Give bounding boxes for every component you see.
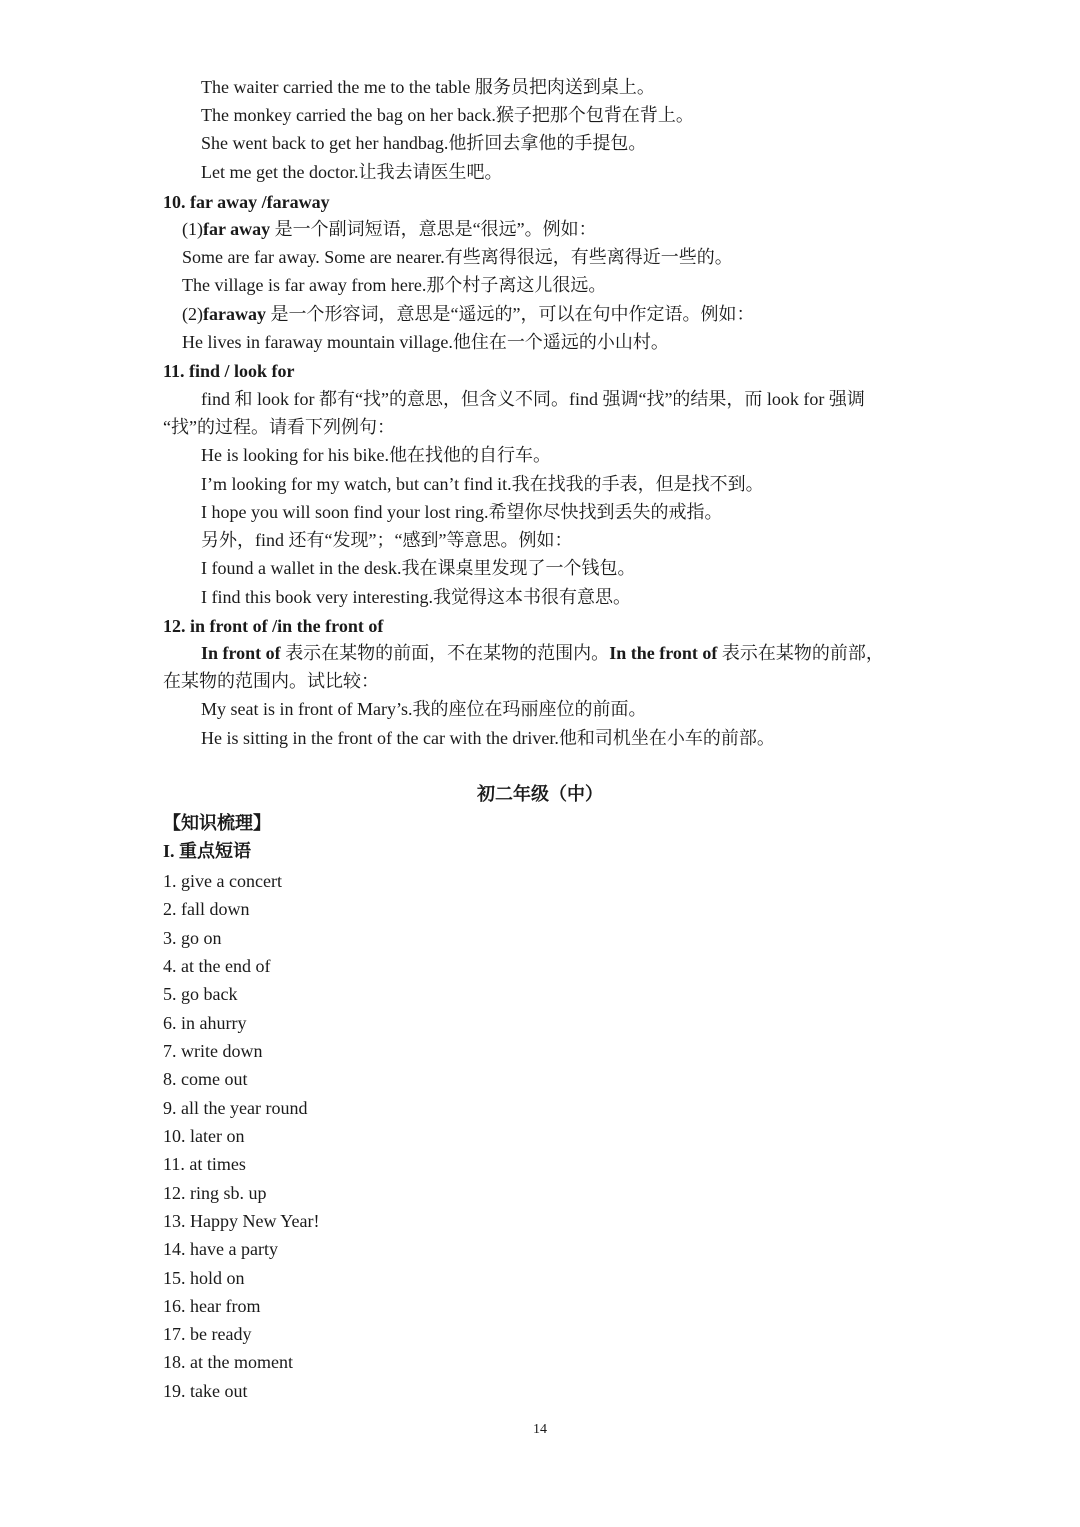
explanation-line (182, 302, 754, 326)
phrase-item: 10. later on (163, 1126, 245, 1146)
example-line: The waiter carried the me to the table 服务员把肉送到桌上。 (201, 77, 655, 97)
example-line: He lives in faraway mountain village.他住在一个遥远的小山村。 (182, 332, 669, 352)
explanation-line: find 和 look for 都有“找”的意思，但含义不同。find 强调“找”的结果，而 look for 强调 (201, 389, 865, 409)
section-heading: 12. in front of /in the front of (163, 616, 384, 636)
item-number: (1) (182, 219, 203, 239)
phrase-item: 17. be ready (163, 1324, 252, 1344)
example-line: I’m looking for my watch, but can’t find it.我在找我的手表，但是找不到。 (201, 474, 764, 494)
phrase-item: 13. Happy New Year! (163, 1211, 320, 1231)
page-section-title: 初二年级（中） (477, 784, 603, 804)
phrase-item: 14. have a party (163, 1239, 278, 1259)
phrase-item: 19. take out (163, 1381, 248, 1401)
example-line: He is sitting in the front of the car with the driver.他和司机坐在小车的前部。 (201, 728, 775, 748)
explanation-line (182, 217, 597, 241)
phrase-item: 12. ring sb. up (163, 1183, 267, 1203)
subsection-heading: I. 重点短语 (163, 841, 252, 861)
section-heading: 10. far away /faraway (163, 192, 330, 212)
explanation-text: 表示在某物的前部， (717, 643, 884, 663)
phrase-item: 9. all the year round (163, 1098, 308, 1118)
explanation-line: 在某物的范围内。试比较： (163, 671, 379, 691)
section-tag: 【知识梳理】 (163, 813, 271, 833)
example-line: Let me get the doctor.让我去请医生吧。 (201, 162, 503, 182)
item-number: (2) (182, 304, 203, 324)
section-heading: 11. find / look for (163, 361, 295, 381)
example-line: I found a wallet in the desk.我在课桌里发现了一个钱包。 (201, 558, 636, 578)
phrase-item: 18. at the moment (163, 1352, 293, 1372)
phrase-item: 1. give a concert (163, 871, 282, 891)
term: In the front of (609, 643, 718, 663)
term: In front of (201, 643, 281, 663)
phrase-item: 16. hear from (163, 1296, 261, 1316)
example-line: He is looking for his bike.他在找他的自行车。 (201, 445, 551, 465)
example-line: Some are far away. Some are nearer.有些离得很远，有些离得近一些的。 (182, 247, 733, 267)
example-line: The village is far away from here.那个村子离这儿很远。 (182, 275, 607, 295)
example-line: The monkey carried the bag on her back.猴子把那个包背在背上。 (201, 105, 694, 125)
phrase-item: 6. in ahurry (163, 1013, 247, 1033)
explanation-line: “找”的过程。请看下列例句： (163, 417, 395, 437)
phrase-item: 7. write down (163, 1041, 263, 1061)
explanation-line: 另外，find 还有“发现”；“感到”等意思。例如： (201, 530, 573, 550)
phrase-item: 8. come out (163, 1069, 248, 1089)
example-line: I find this book very interesting.我觉得这本书很有意思。 (201, 587, 631, 607)
phrase-item: 5. go back (163, 984, 238, 1004)
explanation-text: 是一个副词短语，意思是“很远”。例如： (270, 219, 597, 239)
explanation-text: 是一个形容词，意思是“遥远的”，可以在句中作定语。例如： (265, 304, 755, 324)
term: faraway (203, 304, 266, 324)
phrase-item: 2. fall down (163, 899, 250, 919)
explanation-text: 表示在某物的前面，不在某物的范围内。 (280, 643, 610, 663)
example-line: She went back to get her handbag.他折回去拿他的手提包。 (201, 133, 647, 153)
example-line: I hope you will soon find your lost ring.希望你尽快找到丢失的戒指。 (201, 502, 723, 522)
term: far away (203, 219, 271, 239)
phrase-item: 4. at the end of (163, 956, 271, 976)
example-line: My seat is in front of Mary’s.我的座位在玛丽座位的前面。 (201, 699, 647, 719)
phrase-item: 3. go on (163, 928, 222, 948)
phrase-item: 11. at times (163, 1154, 246, 1174)
phrase-item: 15. hold on (163, 1268, 245, 1288)
page-number: 14 (533, 1422, 547, 1437)
explanation-line (201, 641, 884, 665)
